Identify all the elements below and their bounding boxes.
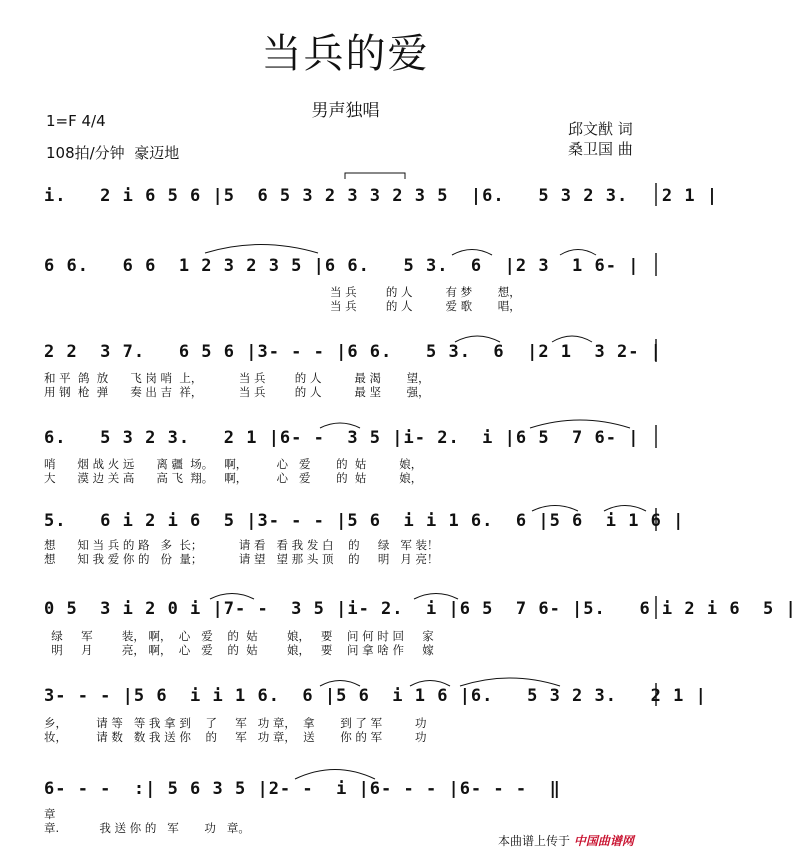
notation-row-3: 2 2 3 7. 6 5 6 |3- - - |6 6. 5 3. 6 |2 1 3 2- | <box>44 342 662 362</box>
song-title: 当兵的爱 <box>261 31 430 77</box>
lyric-row-2-verse-2: 当 兵 的 人 爱 歌 唱， <box>330 299 521 313</box>
triplet-bracket <box>345 173 405 179</box>
slur-row6-a <box>210 594 254 600</box>
lyric-row-7-verse-2: 妆， 请 数 数 我 送 你 的 军 功 章， 送 你 的 军 功 <box>44 730 427 744</box>
source-footer <box>498 832 634 849</box>
slur-row5-a <box>532 506 578 512</box>
lyric-row-4-verse-1: 哨 烟 战 火 远 离 疆 场。 啊， 心 爱 的 姑 娘， <box>44 457 423 471</box>
lyric-row-3-verse-1: 和 平 鸽 放 飞 岗 哨 上， 当 兵 的 人 最 渴 望， <box>44 371 430 385</box>
notation-row-8: 6- - - :| 5 6 3 5 |2- - i |6- - - |6- - - ‖ <box>44 779 561 799</box>
slur-row4-a <box>320 423 360 428</box>
slur-row5-b <box>604 506 646 512</box>
lyric-row-8-verse-1: 章 <box>44 807 56 821</box>
lyric-row-2-verse-1: 当 兵 的 人 有 梦 想， <box>330 285 521 299</box>
performance-type: 男声独唱 <box>311 101 380 121</box>
slur-row3-b <box>552 336 592 342</box>
notation-row-4: 6. 5 3 2 3. 2 1 |6- - 3 5 |i- 2. i |6 5 7 6- | <box>44 428 640 448</box>
lyricist-credit: 邱文猷 词 <box>568 120 633 138</box>
lyric-row-6-verse-2: 明 月 亮， 啊， 心 爱 的 姑 娘， 要 问 拿 啥 作 嫁 <box>44 643 434 657</box>
composer-credit: 桑卫国 曲 <box>568 140 633 158</box>
footer-prefix: 本曲谱上传于 <box>498 834 571 848</box>
notation-row-1: i. 2 i 6 5 6 |5 6 5 3 2 3 3 2 3 5 |6. 5 3 2 3. 2 1 | <box>44 186 719 206</box>
tempo-marking: 108拍/分钟 豪迈地 <box>46 144 180 162</box>
slur-row6-b <box>414 594 458 600</box>
site-logo-text[interactable]: 中国曲谱网 <box>573 834 634 848</box>
lyric-row-6-verse-1: 绿 军 装， 啊， 心 爱 的 姑 娘， 要 问 何 时 回 家 <box>44 629 434 643</box>
slur-row7-a <box>320 681 360 687</box>
slur-row7-b <box>410 681 450 687</box>
lyric-row-4-verse-2: 大 漠 边 关 高 高 飞 翔。 啊， 心 爱 的 姑 娘， <box>44 471 423 485</box>
slur-row7-c <box>460 678 560 686</box>
lyric-row-7-verse-1: 乡， 请 等 等 我 拿 到 了 军 功 章， 拿 到 了 军 功 <box>44 716 427 730</box>
key-signature: 1=F 4/4 <box>46 112 106 130</box>
slur-row8-a <box>295 770 375 780</box>
slur-row3-a <box>455 336 500 342</box>
notation-row-7: 3- - - |5 6 i i 1 6. 6 |5 6 i 1 6 |6. 5 3 2 3. 2 1 | <box>44 686 707 706</box>
lyric-row-5-verse-2: 想 知 我 爱 你 的 份 量； 请 望 望 那 头 顶 的 明 月 亮！ <box>44 552 439 566</box>
lyric-row-5-verse-1: 想 知 当 兵 的 路 多 长； 请 看 看 我 发 白 的 绿 军 装！ <box>44 538 439 552</box>
slur-row4-b <box>530 420 630 428</box>
lyric-row-3-verse-2: 用 钢 枪 弹 奏 出 吉 祥， 当 兵 的 人 最 坚 强， <box>44 385 430 399</box>
slur-row2-a <box>205 245 318 254</box>
notation-row-2: 6 6. 6 6 1 2 3 2 3 5 |6 6. 5 3. 6 |2 3 1 6- | <box>44 256 640 276</box>
slur-row2-b <box>452 250 492 256</box>
lyric-row-8-verse-2: 章. 我 送 你 的 军 功 章。 <box>44 821 250 835</box>
slur-row2-c <box>560 250 596 256</box>
notation-row-6: 0 5 3 i 2 0 i |7- - 3 5 |i- 2. i |6 5 7 6- |5. 6 i 2 i 6 5 | <box>44 599 797 619</box>
notation-row-5: 5. 6 i 2 i 6 5 |3- - - |5 6 i i 1 6. 6 |5 6 i 1 6 | <box>44 511 685 531</box>
